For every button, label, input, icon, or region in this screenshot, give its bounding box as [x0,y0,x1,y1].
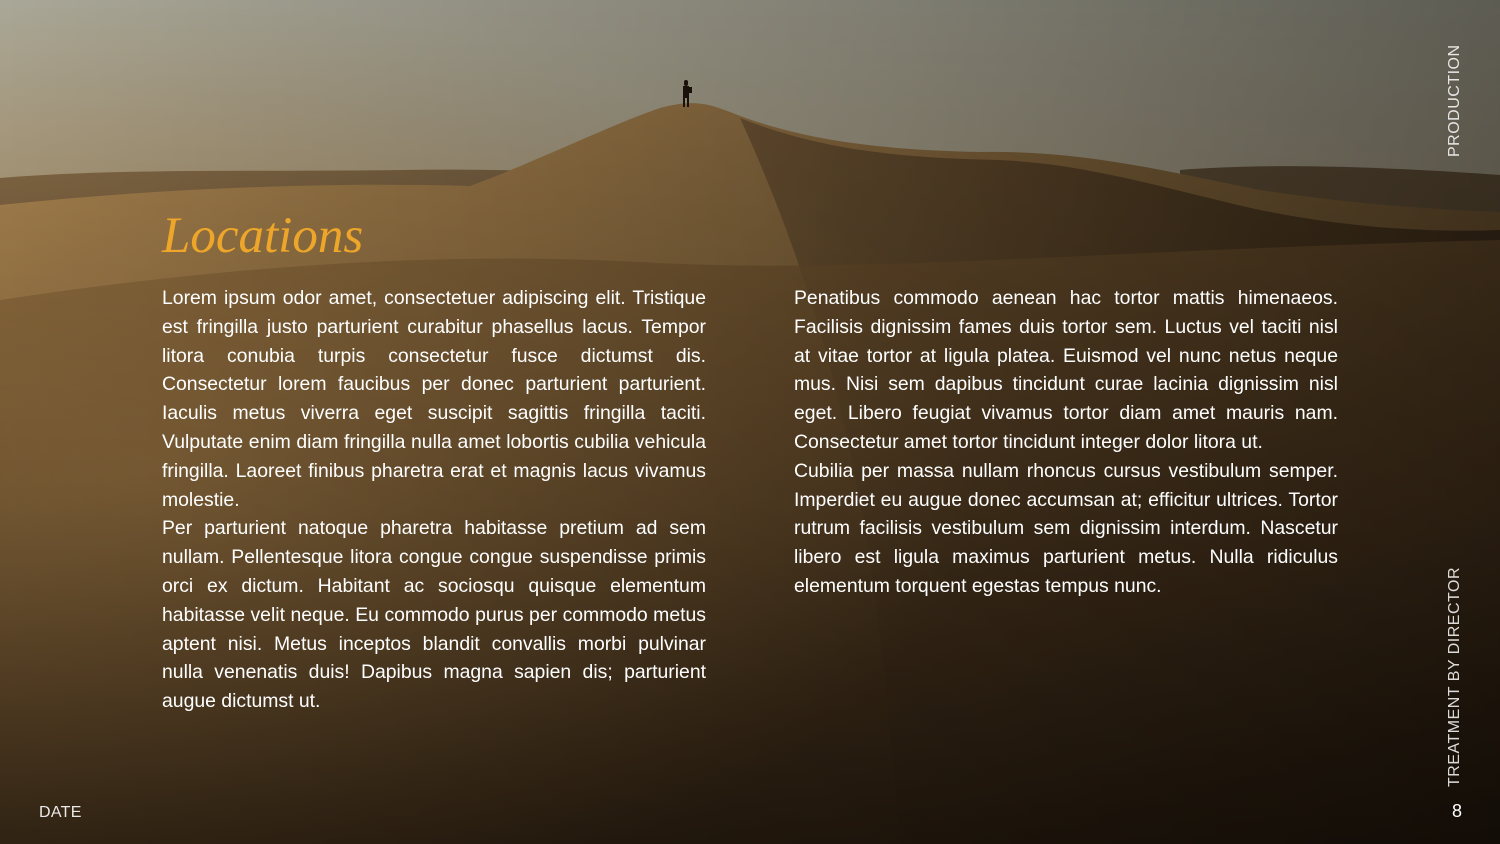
paragraph: Cubilia per massa nullam rhoncus cursus vestibulum semper. Imperdiet eu augue donec accumsan at; efficitur ultrices. Tortor rutrum facilisis vestibulum sem dignissim interdum. Nascetur libero est ligula maximus parturient metus. Nulla ridiculus elementum torquent egestas tempus nunc. [794,459,1338,597]
right-text-column [794,284,1338,601]
left-text-column [162,284,706,716]
paragraph: Per parturient natoque pharetra habitasse pretium ad sem nullam. Pellentesque litora congue congue suspendisse primis orci ex dictum. Habitant ac sociosqu quisque elementum habitasse velit neque. Eu commodo purus per commodo metus aptent nisi. Metus inceptos blandit convallis morbi pulvinar nulla venenatis duis! Dapibus magna sapien dis; parturient augue dictumst ut. [162,517,706,713]
side-label-treatment: TREATMENT BY DIRECTOR [1446,566,1463,787]
paragraph: Lorem ipsum odor amet, consectetuer adipiscing elit. Tristique est fringilla justo parturient curabitur phasellus lacus. Tempor litora conubia turpis consectetur fusce dictumst dis. Consectetur lorem faucibus per donec parturient parturient. Iaculis metus viverra eget suscipit sagittis fringilla taciti. Vulputate enim diam fringilla nulla amet lobortis cubilia vehicula fringilla. Laoreet finibus pharetra erat et magnis lacus vivamus molestie. [162,287,706,511]
side-label-production: PRODUCTION [1446,44,1463,157]
paragraph: Penatibus commodo aenean hac tortor mattis himenaeos. Facilisis dignissim fames duis tortor sem. Luctus vel taciti nisl at vitae tortor at ligula platea. Euismod vel nunc netus neque mus. Nisi sem dapibus tincidunt curae lacinia dignissim nisl eget. Libero feugiat vivamus tortor diam amet mauris nam. Consectetur amet tortor tincidunt integer dolor litora ut. [794,287,1338,453]
page-number: 8 [1452,801,1463,821]
date-label: DATE [39,804,82,821]
page-title: Locations [162,208,364,264]
